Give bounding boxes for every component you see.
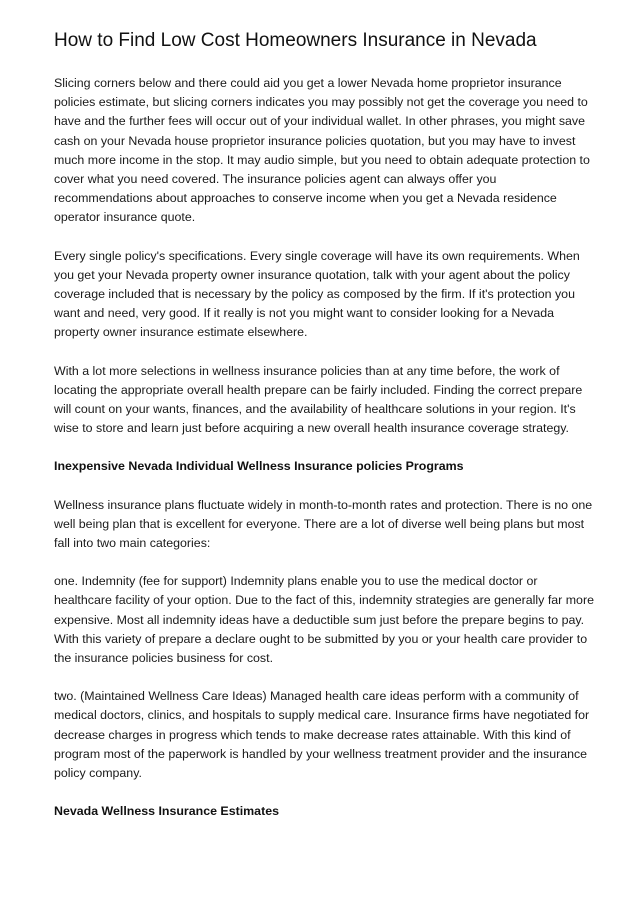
paragraph-indemnity: one. Indemnity (fee for support) Indemnity plans enable you to use the medical doctor or healthcare facility of your option. Due to the fact of this, indemnity strategies are generally far more expensive. Most all indemnity ideas have a deductible sum just before the prepare begins to pay. With this variety of prepare a declare ought to be submitted by you or your health care provider to the insurance policies business for cost.	[54, 574, 594, 666]
section-heading-estimates: Nevada Wellness Insurance Estimates	[54, 804, 279, 819]
page-title: How to Find Low Cost Homeowners Insurance in Nevada	[54, 30, 537, 51]
document-page	[54, 28, 594, 841]
paragraph-policy-specifications: Every single policy's specifications. Every single coverage will have its own requirements. When you get your Nevada property owner insurance quotation, talk with your agent about the policy coverage included that is necessary by the policy as composed by the firm. If it's protection you want and need, very good. If it really is not you might want to consider looking for a Nevada property owner insurance estimate elsewhere.	[54, 248, 580, 340]
paragraph-cutting-corners: Slicing corners below and there could aid you get a lower Nevada home proprietor insurance policies estimate, but slicing corners indicates you may possibly not get the coverage you need to have and the further fees will occur out of your individual wallet. In other phrases, you might save cash on your Nevada house proprietor insurance policies quotation, but you may have to invest much more income in the stop. It may audio simple, but you need to obtain adequate protection to cover what you need covered. The insurance policies agent can always offer you recommendations about approaches to conserve income when you get a Nevada residence operator insurance quote.	[54, 76, 590, 225]
paragraph-wellness-selections: With a lot more selections in wellness insurance policies than at any time before, the work of locating the appropriate overall health prepare can be fairly included. Finding the correct prepare will count on your wants, finances, and the availability of healthcare solutions in your region. It's wise to store and learn just before acquiring a new overall health insurance coverage strategy.	[54, 363, 583, 436]
section-heading-individual-programs: Inexpensive Nevada Individual Wellness Insurance policies Programs	[54, 459, 464, 474]
paragraph-plans-fluctuate: Wellness insurance plans fluctuate widely in month-to-month rates and protection. There is no one well being plan that is excellent for everyone. There are a lot of diverse well being plans but most fall into two main categories:	[54, 497, 593, 551]
paragraph-managed-care: two. (Maintained Wellness Care Ideas) Managed health care ideas perform with a community of medical doctors, clinics, and hospitals to supply medical care. Insurance firms have negotiated for decrease charges in progress which tends to make decrease rates attainable. With this kind of program most of the paperwork is handled by your wellness treatment provider and the insurance policy company.	[54, 689, 590, 781]
